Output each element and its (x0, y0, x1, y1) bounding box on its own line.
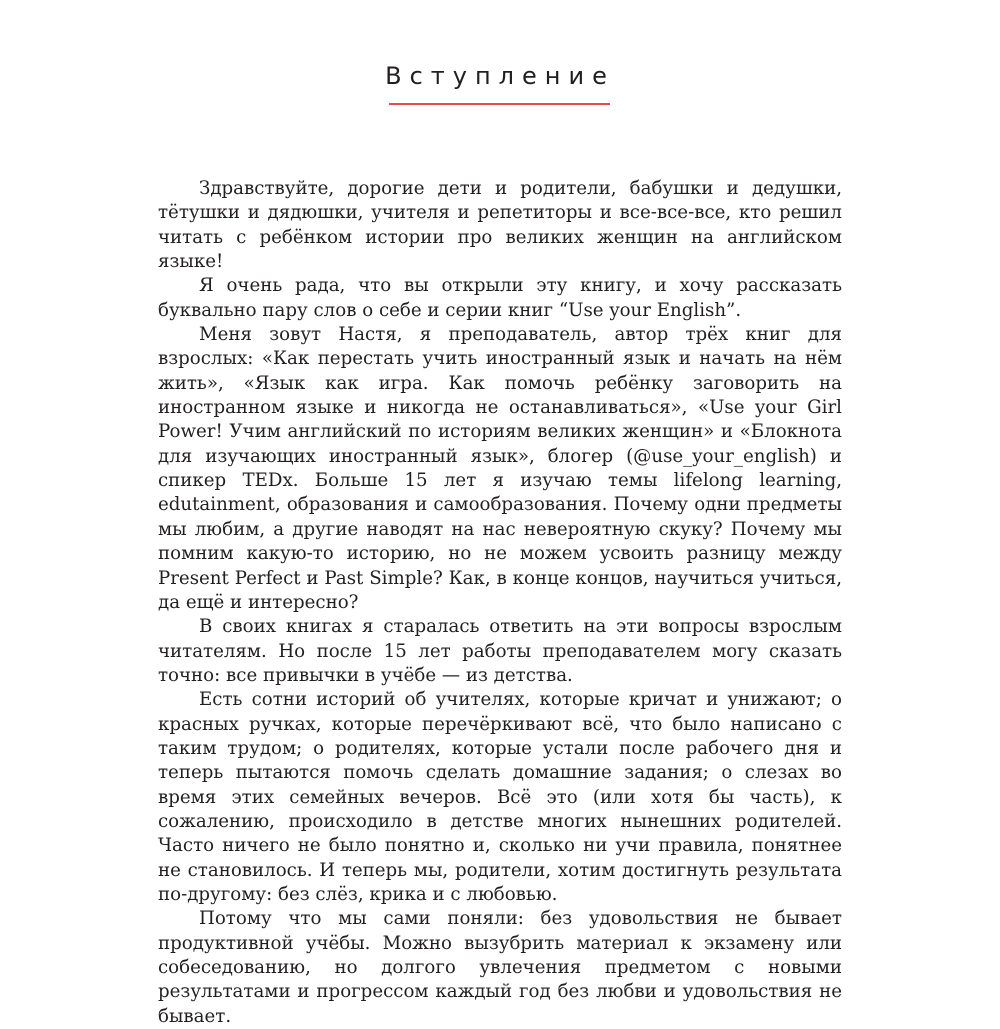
title-underline (389, 103, 610, 105)
paragraph-books: В своих книгах я старалась ответить на эти вопросы взрослым читателям. Но после 15 лет работы преподавателем могу сказать точно: все привычки в учёбе — из детства. (158, 616, 842, 686)
paragraph-stories: Есть сотни историй об учителях, которые кричат и унижают; о красных ручках, которые перечёркивают всё, что было написано с таким трудом; о родителях, которые устали после рабочего дня и теперь пытаются помочь сделать домашние задания; о слезах во время этих семейных вечеров. Всё это (или хотя бы часть), к сожалению, происходило в детстве многих нынешних родителей. Часто ничего не было понятно и, сколько ни учи правила, понятнее не становилось. И теперь мы, родители, хотим достигнуть результата по-другому: без слёз, крика и с любовью. (158, 689, 842, 905)
body-text (158, 177, 842, 1029)
paragraph-conclusion: Потому что мы сами поняли: без удовольствия не бывает продуктивной учёбы. Можно вызубрить материал к экзамену или собеседованию, но долгого увлечения предметом с новыми результатами и прогрессом каждый год без любви и удовольствия не бывает. (158, 908, 842, 1027)
paragraph-greeting: Здравствуйте, дорогие дети и родители, бабушки и дедушки, тётушки и дядюшки, учителя и репетиторы и все-все-все, кто решил читать с ребёнком истории про великих женщин на английском языке! (158, 178, 842, 273)
chapter-title: Вступление (385, 62, 615, 90)
paragraph-author: Меня зовут Настя, я преподаватель, автор трёх книг для взрослых: «Как перестать учить иностранный язык и начать на нём жить», «Язык как игра. Как помочь ребёнку заговорить на иностранном языке и никогда не останавливаться», «Use your Girl Power! Учим английский по историям великих женщин» и «Блокнота для изучающих иностранный язык», блогер (@use_your_english) и спикер TEDx. Больше 15 лет я изучаю темы lifelong learning, edutainment, образования и самообразования. Почему одни предметы мы любим, а другие наводят на нас невероятную скуку? Почему мы помним какую-то историю, но не можем усвоить разницу между Present Perfect и Past Simple? Как, в конце концов, научиться учиться, да ещё и интересно? (158, 324, 842, 613)
paragraph-intro: Я очень рада, что вы открыли эту книгу, и хочу рассказать буквально пару слов о себе и серии книг “Use your English”. (158, 275, 842, 321)
